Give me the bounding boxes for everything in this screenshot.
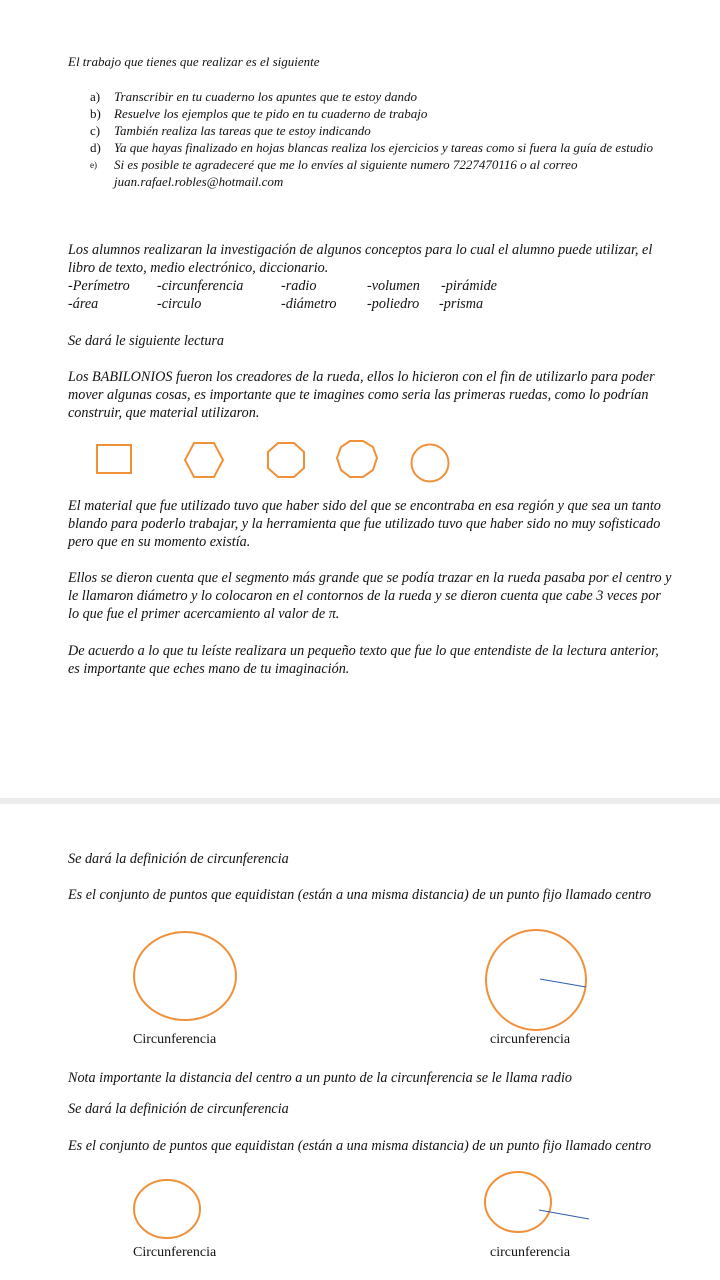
reading-paragraph-3: Ellos se dieron cuenta que el segmento más grande que se podía trazar en la rueda pasaba por el centro y le llamaron diámetro y lo colocaron en el contornos de la rueda y se dieron cuenta que cabe 3 veces por lo que fue el primer acercamiento al valor de π.: [68, 570, 672, 622]
circumference-diagram-left-2: [132, 1179, 204, 1241]
document-page-2: [0, 804, 720, 1280]
reading-paragraph-1: Los BABILONIOS fueron los creadores de la rueda, ellos lo hicieron con el fin de utilizarlo para poder mover algunas cosas, es importante que te imagines como seria las primeras ruedas, como lo podrían construir, que material utilizaron.: [68, 369, 655, 421]
concept-piramide: -pirámide: [441, 278, 497, 294]
intro-text: El trabajo que tienes que realizar es el siguiente: [68, 54, 320, 69]
list-item: d) Ya que hayas finalizado en hojas blancas realiza los ejercicios y tareas como si fuera la guía de estudio: [90, 140, 653, 155]
concept-diametro: -diámetro: [281, 296, 337, 312]
concept-area: -área: [68, 296, 99, 312]
list-item: c) También realiza las tareas que te estoy indicando: [90, 123, 371, 138]
concept-volumen: -volumen: [367, 278, 420, 294]
radius-note: Nota importante la distancia del centro a un punto de la circunferencia se le llama radio: [68, 1070, 572, 1086]
hexagon-shape: [184, 442, 226, 480]
circumference-radius-diagram-right-2: [483, 1170, 593, 1236]
concept-perimetro: -Perímetro: [68, 278, 130, 294]
caption-circunferencia-right: circunferencia: [490, 1032, 571, 1047]
definition-heading-1: Se dará la definición de circunferencia: [68, 851, 289, 867]
caption-circunferencia-left-2: Circunferencia: [133, 1245, 217, 1260]
reading-paragraph-2: El material que fue utilizado tuvo que haber sido del que se encontraba en esa región y que sea un tanto blando para poderlo trabajar, y la herramienta que fue utilizado tuvo que haber sido no muy sofisticado pero que en su momento existía.: [68, 498, 661, 550]
definition-text-2: Es el conjunto de puntos que equidistan (están a una misma distancia) de un punto fijo llamado centro: [68, 1138, 652, 1154]
caption-circunferencia-left: Circunferencia: [133, 1032, 217, 1047]
concept-prisma: -prisma: [439, 296, 484, 312]
task-list: [68, 88, 668, 190]
caption-circunferencia-right-2: circunferencia: [490, 1245, 571, 1260]
reading-heading: Se dará le siguiente lectura: [68, 333, 225, 349]
circumference-diagram-left: [132, 931, 238, 1023]
concept-circulo: -circulo: [157, 296, 202, 312]
circumference-radius-diagram-right: [484, 934, 590, 1028]
octagon-shape: [266, 442, 308, 480]
square-shape: [96, 442, 136, 476]
decagon-shape: [336, 440, 380, 480]
concept-poliedro: -poliedro: [367, 296, 420, 312]
list-item: a) Transcribir en tu cuaderno los apuntes que te estoy dando: [90, 89, 417, 104]
definition-text-1: Es el conjunto de puntos que equidistan (están a una misma distancia) de un punto fijo llamado centro: [68, 887, 652, 903]
list-item: e) Si es posible te agradeceré que me lo envíes al siguiente numero 7227470116 o al correo juan.rafael.robles@hotmail.com: [90, 157, 578, 189]
list-item: b) Resuelve los ejemplos que te pido en tu cuaderno de trabajo: [90, 106, 428, 121]
circle-shape: [410, 443, 452, 483]
reading-paragraph-4: De acuerdo a lo que tu leíste realizara un pequeño texto que fue lo que entendiste de la lectura anterior, es importante que eches mano de tu imaginación.: [68, 643, 659, 677]
concept-radio: -radio: [281, 278, 317, 294]
definition-heading-2: Se dará la definición de circunferencia: [68, 1101, 289, 1117]
concept-circunferencia: -circunferencia: [157, 278, 244, 294]
research-paragraph: Los alumnos realizaran la investigación de algunos conceptos para lo cual el alumno puede utilizar, el libro de texto, medio electrónico, diccionario.: [68, 242, 653, 276]
